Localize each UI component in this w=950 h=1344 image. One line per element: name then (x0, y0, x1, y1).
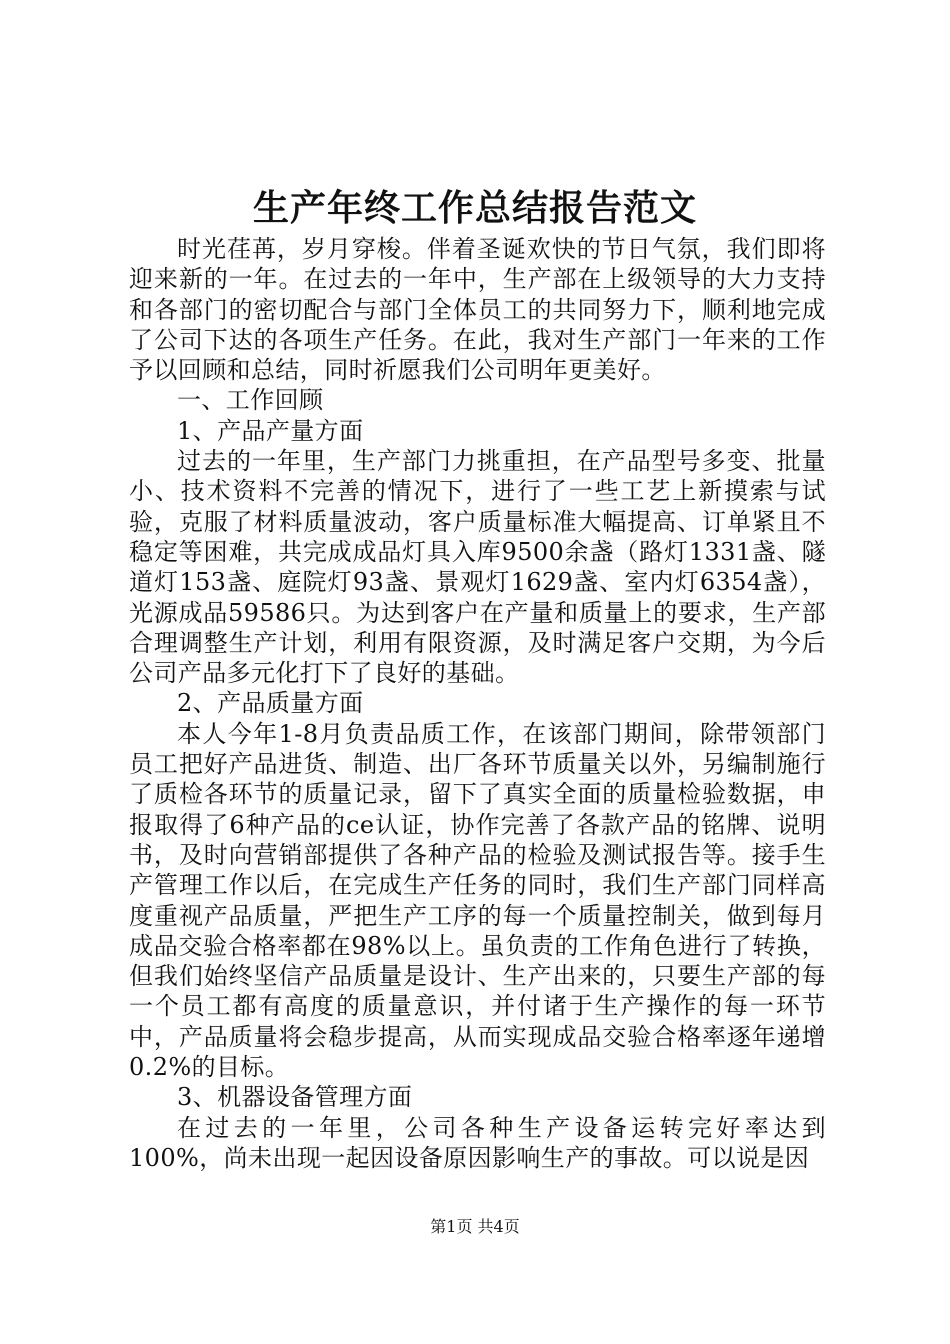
output-paragraph: 过去的一年里，生产部门力挑重担，在产品型号多变、批量小、技术资料不完善的情况下，进行了一些工艺上新摸索与试验，克服了材料质量波动，客户质量标准大幅提高、订单紧且不稳定等困难，共完成成品灯具入库9500余盏（路灯1331盏、隧道灯153盏、庭院灯93盏、景观灯1629盏、室内灯6354盏），光源成品59586只。为达到客户在产量和质量上的要求，生产部合理调整生产计划，利用有限资源，及时满足客户交期，为今后公司产品多元化打下了良好的基础。 (129, 447, 826, 688)
quality-paragraph: 本人今年1-8月负责品质工作，在该部门期间，除带领部门员工把好产品进货、制造、出厂各环节质量关以外，另编制施行了质检各环节的质量记录，留下了真实全面的质量检验数据，申报取得了6种产品的ce认证，协作完善了各款产品的铭牌、说明书，及时向营销部提供了各种产品的检验及测试报告等。接手生产管理工作以后，在完成生产任务的同时，我们生产部门同样高度重视产品质量，严把生产工序的每一个质量控制关，做到每月成品交验合格率都在98%以上。虽负责的工作角色进行了转换，但我们始终坚信产品质量是设计、生产出来的，只要生产部的每一个员工都有高度的质量意识，并付诸于生产操作的每一环节中，产品质量将会稳步提高，从而实现成品交验合格率逐年递增0.2%的目标。 (129, 719, 826, 1082)
subheading-equipment: 3、机器设备管理方面 (177, 1083, 413, 1112)
document-title: 生产年终工作总结报告范文 (252, 187, 697, 229)
page-footer: 第1页 共4页 (430, 1217, 520, 1236)
intro-paragraph: 时光荏苒，岁月穿梭。伴着圣诞欢快的节日气氛，我们即将迎来新的一年。在过去的一年中，生产部在上级领导的大力支持和各部门的密切配合与部门全体员工的共同努力下，顺利地完成了公司下达的各项生产任务。在此，我对生产部门一年来的工作予以回顾和总结，同时祈愿我们公司明年更美好。 (129, 235, 826, 385)
section-heading-work-review: 一、工作回顾 (177, 386, 324, 415)
subheading-quality: 2、产品质量方面 (177, 689, 364, 718)
subheading-output: 1、产品产量方面 (177, 416, 364, 445)
document-body (129, 234, 826, 1173)
equipment-paragraph: 在过去的一年里，公司各种生产设备运转完好率达到100%，尚未出现一起因设备原因影响生产的事故。可以说是因 (129, 1113, 826, 1172)
